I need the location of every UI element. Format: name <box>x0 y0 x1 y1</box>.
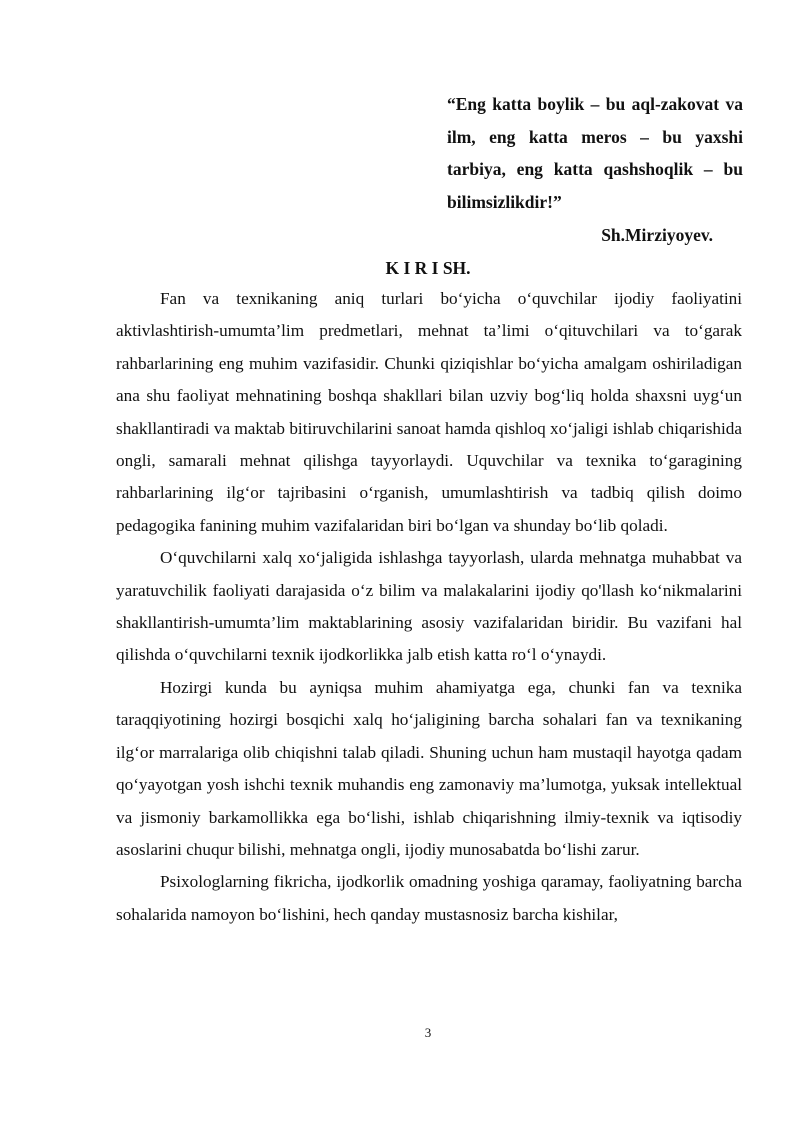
section-heading: K I R I SH. <box>385 258 471 278</box>
paragraph-3: Hozirgi kunda bu ayniqsa muhim ahamiyatga ega, chunki fan va texnika taraqqiyotining hozirgi bosqichi xalq ho‘jaligining barcha sohalari fan va texnikaning ilg‘or marralariga olib chiqishni talab qiladi. Shuning uchun ham mustaqil hayotga qadam qo‘yayotgan yosh ishchi texnik muhandis eng zamonaviy ma’lumotga, yuksak intellektual va jismoniy barkamollikka ega bo‘lishi, ishlab chiqarishning ilmiy-texnik va iqtisodiy asoslarini chuqur bilishi, mehnatga ongli, ijodiy munosabatda bo‘lishi zarur. <box>116 677 742 859</box>
page-number: 3 <box>424 1025 432 1040</box>
paragraph-1: Fan va texnikaning aniq turlari bo‘yicha o‘quvchilar ijodiy faoliyatini aktivlashtirish-umumta’lim predmetlari, mehnat ta’limi o‘qituvchilari va to‘garak rahbarlarining eng muhim vazifasidir. Chunki qiziqishlar bo‘yicha amalgam oshiriladigan ana shu faoliyat mehnatining boshqa shakllari bilan uzviy bog‘liq holda shaxsni uyg‘un shakllantiradi va maktab bitiruvchilarini sanoat hamda qishloq xo‘jaligi ishlab chiqarishida ongli, samarali mehnat qilishga tayyorlaydi. Uquvchilar va texnika to‘garagining rahbarlarining ilg‘or tajribasini o‘rganish, umumlashtirish va tadbiq qilish doimo pedagogika fanining muhim vazifalaridan biri bo‘lgan va shunday bo‘lib qoladi. <box>116 289 742 535</box>
body-text <box>116 283 742 931</box>
paragraph-2: O‘quvchilarni xalq xo‘jaligida ishlashga tayyorlash, ularda mehnatga muhabbat va yaratuvchilik faoliyati darajasida o‘z bilim va malakalarini ijodiy qo'llash ko‘nikmalarini shakllantirish-umumta’lim maktablarining asosiy vazifalaridan biridir. Bu vazifani hal qilishda o‘quvchilarni texnik ijodkorlikka jalb etish katta ro‘l o‘ynaydi. <box>116 548 742 665</box>
paragraph-4: Psixologlarning fikricha, ijodkorlik omadning yoshiga qaramay, faoliyatning barcha sohalarida namoyon bo‘lishini, hech qanday mustasnosiz barcha kishilar, <box>116 872 742 924</box>
epigraph-author: Sh.Mirziyoyev. <box>601 225 713 245</box>
epigraph-quote: “Eng katta boylik – bu aql-zakovat va ilm, eng katta meros – bu yaxshi tarbiya, eng katta qashshoqlik – bu bilimsizlikdir!” <box>447 94 743 212</box>
